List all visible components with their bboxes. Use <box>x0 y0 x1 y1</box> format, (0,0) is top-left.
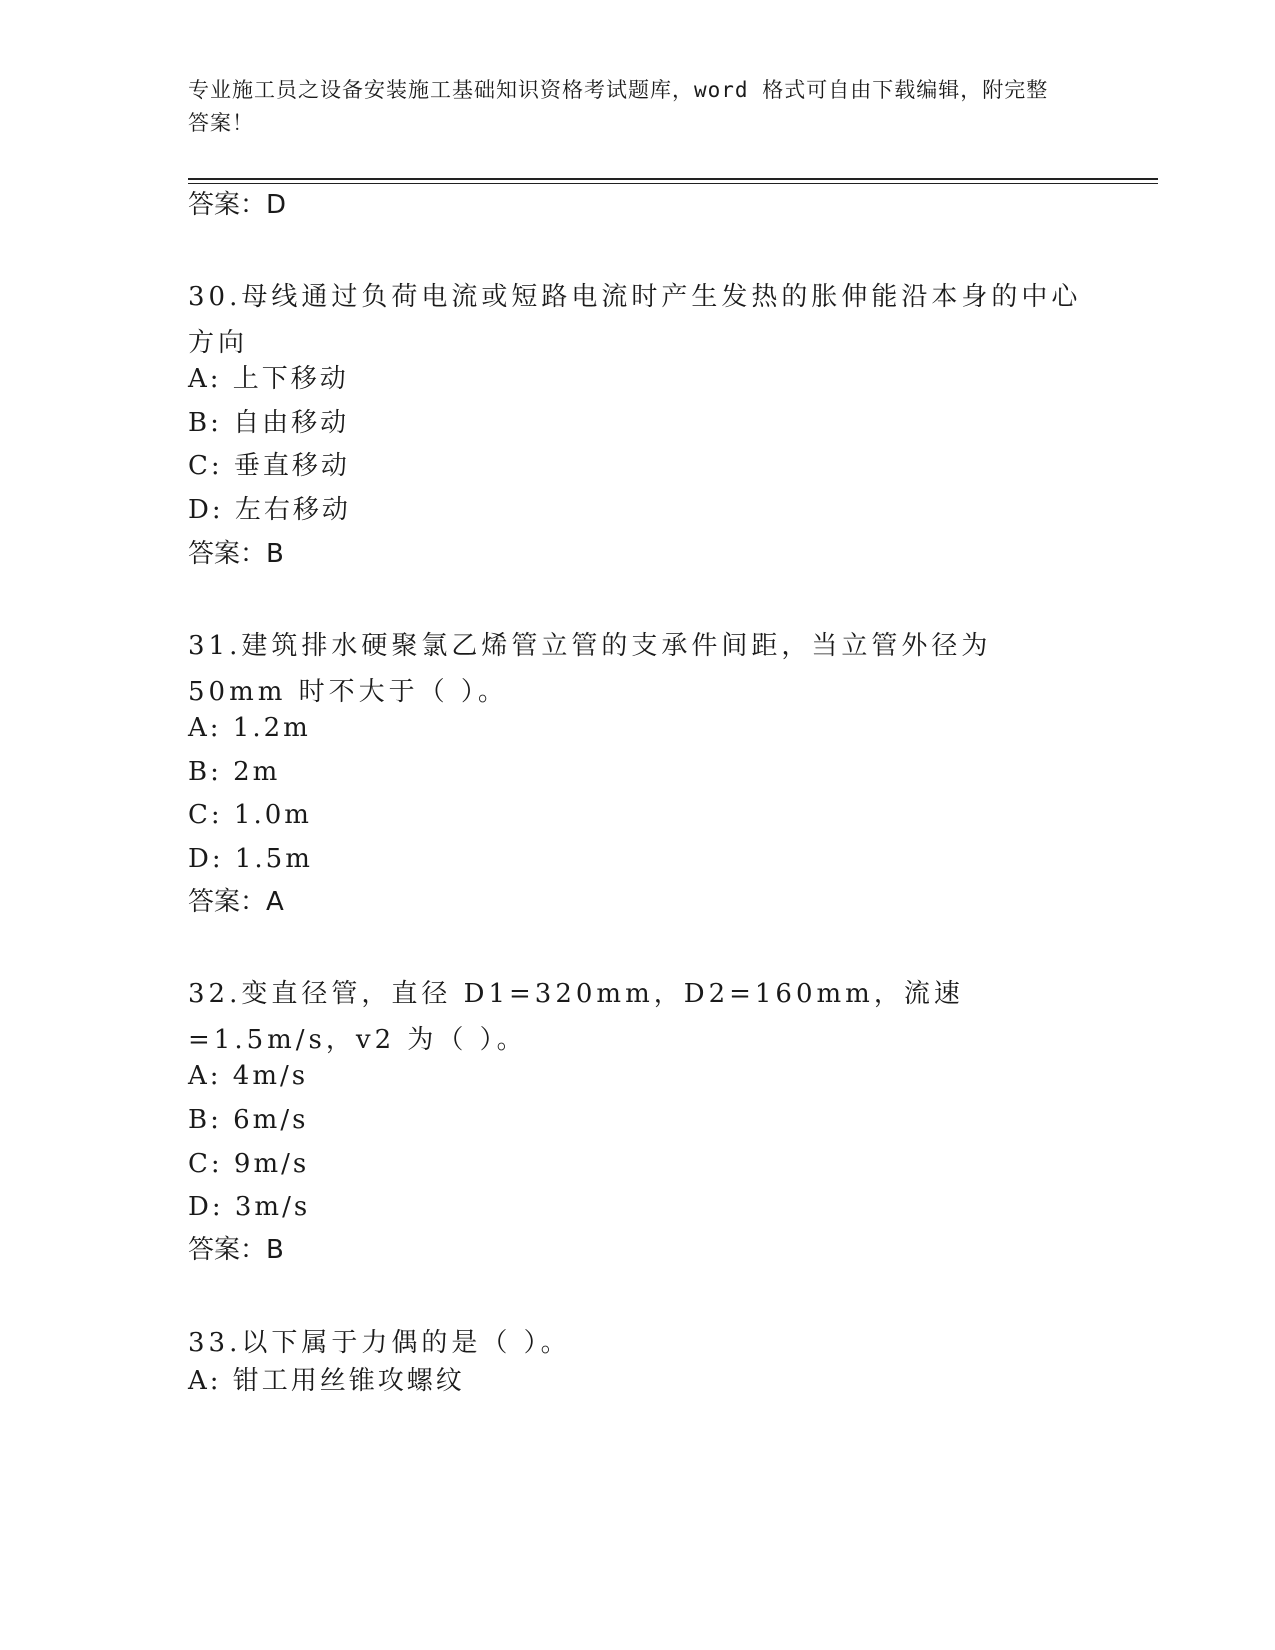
answer-label: 答案：B <box>188 539 284 569</box>
option-a: A: 4m/s <box>188 1061 309 1091</box>
option-b: B: 2m <box>188 757 281 787</box>
question-33: 33.以下属于力偶的是（ ）。 <box>188 1328 571 1358</box>
header-divider-thick <box>188 178 1158 180</box>
option-a: A: 钳工用丝锥攻螺纹 <box>188 1366 465 1396</box>
option-b: B: 6m/s <box>188 1105 309 1135</box>
answer-label: 答案：A <box>188 887 284 917</box>
question-32: 32.变直径管，直径 D1=320mm，D2=160mm，流速=1.5m/s，v2 为（ ）。 <box>188 979 964 1055</box>
option-d: D: 3m/s <box>188 1192 311 1222</box>
answer-label: 答案：B <box>188 1235 284 1265</box>
option-c: C: 1.0m <box>188 800 312 830</box>
option-d: D: 左右移动 <box>188 495 351 525</box>
option-b: B: 自由移动 <box>188 408 350 438</box>
answer-label: 答案：D <box>188 190 287 220</box>
document-header: 专业施工员之设备安装施工基础知识资格考试题库，word 格式可自由下载编辑，附完整答案！ <box>188 78 1049 135</box>
option-a: A: 上下移动 <box>188 364 349 394</box>
option-c: C: 9m/s <box>188 1149 310 1179</box>
option-a: A: 1.2m <box>188 713 311 743</box>
question-31: 31.建筑排水硬聚氯乙烯管立管的支承件间距，当立管外径为 50mm 时不大于（ ）。 <box>188 631 992 707</box>
question-30: 30.母线通过负荷电流或短路电流时产生发热的胀伸能沿本身的中心方向 <box>188 282 1082 358</box>
header-divider-thin <box>188 183 1158 184</box>
option-d: D: 1.5m <box>188 844 313 874</box>
option-c: C: 垂直移动 <box>188 451 350 481</box>
